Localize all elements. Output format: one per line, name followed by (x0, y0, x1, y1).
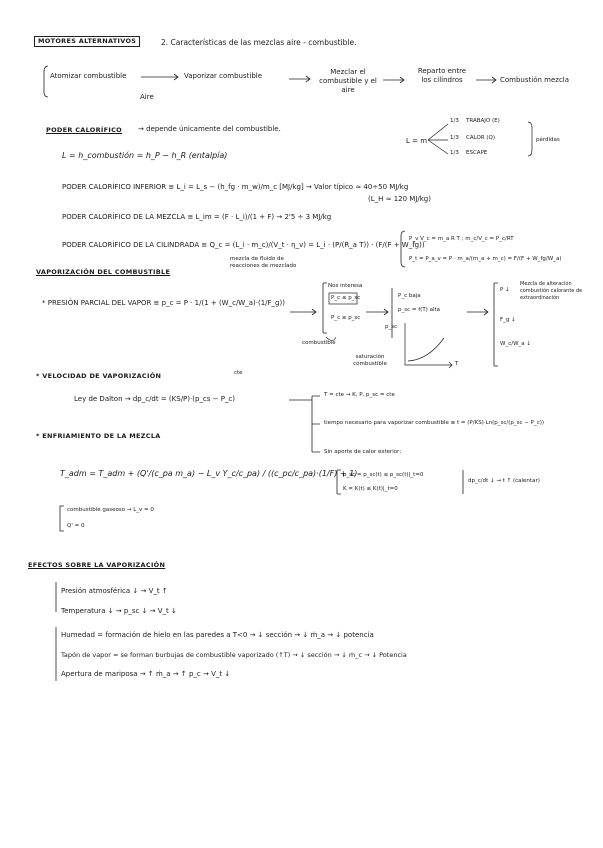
poder-cilindrada: PODER CALORÍFICO DE LA CILINDRADA ≡ Q_c = (L_i · m_c)/(V_t · η_v) = L_i · (P/(R_a T)) · (F/(F + W_fg)) (62, 241, 425, 249)
graph-psc-label: p_sc (385, 324, 398, 330)
poder-eq1: L = h_combustión = h_P − h_R (entalpía) (62, 151, 228, 160)
vapor-effect-1: P ↓ (500, 287, 510, 293)
vapor-effect-1b: Mezcla de alteración combustión calorante de extraordinación (520, 281, 583, 301)
graph-t-label: T (455, 361, 459, 367)
vapor-branch-1: P_c baja (398, 293, 421, 299)
vapor-effect-3: W_c/W_a ↓ (500, 341, 531, 347)
efecto-mariposa: Apertura de mariposa → ↑ ṁ_a → ↑ p_c → V_t ↓ (61, 670, 231, 678)
poder-heading: PODER CALORÍFICO (46, 126, 123, 134)
efecto-temperatura: Temperatura ↓ → p_sc ↓ → V_t ↓ (61, 607, 177, 615)
poder-typical-h2: (L_H ≈ 120 MJ/kg) (368, 195, 431, 203)
flow-step-1: Atomizar combustible (50, 72, 127, 80)
poder-mezcla: PODER CALORÍFICO DE LA MEZCLA ≡ L_im = (F · L_i)/(1 + F) → 2'5 ÷ 3 MJ/kg (62, 213, 332, 221)
enfriamiento-note-1: combustible gaseoso → L_v = 0 (67, 507, 154, 513)
flow-step-2: Vaporizar combustible (184, 72, 263, 80)
poder-right-1: P_v V_c = m_a R T ; m_c/V_c = P_c/RT (409, 236, 514, 242)
loss-calor: CALOR (Q) (466, 135, 495, 141)
vapor-heading: VAPORIZACIÓN DEL COMBUSTIBLE (36, 268, 171, 276)
velocidad-law: Ley de Dalton → dp_c/dt = (KS/P)·(p_cs − P_c) (74, 395, 236, 403)
losses-lhs: L = m (406, 137, 428, 145)
velocidad-r1: T = cte → K, P, p_sc = cte (324, 392, 395, 398)
vapor-saturacion: saturación combustible (353, 354, 387, 367)
loss-label: pérdidas (536, 137, 560, 143)
loss-escape: ESCAPE (466, 150, 488, 156)
velocidad-r3: Sin aporte de calor exterior: (324, 449, 402, 455)
loss-trabajo: TRABAJO (E) (466, 118, 500, 124)
efecto-presion: Presión atmosférica ↓ → V_t ↑ (61, 587, 168, 595)
flow-step-5: Combustión mezcla (500, 76, 570, 84)
velocidad-r2: tiempo necesario para vaporizar combustible ≡ t = (P/KS)·Ln(p_sc/(p_sc − P_c)) (324, 420, 545, 426)
vapor-presion: * PRESIÓN PARCIAL DEL VAPOR ≡ p_c = P · 1/(1 + (W_c/W_a)·(1/F_g)) (42, 299, 285, 307)
loss-frac-3: 1/3 (450, 150, 459, 156)
flow-step-3: Mezclar el combustible y el aire (319, 68, 377, 94)
efectos-heading: EFECTOS SOBRE LA VAPORIZACIÓN (28, 561, 166, 569)
velocidad-r6: dp_c/dt ↓ → t ↑ (calentar) (468, 478, 540, 484)
velocidad-cte: cte (234, 370, 243, 376)
loss-frac-1: 1/3 (450, 118, 459, 124)
poder-inferior: PODER CALORÍFICO INFERIOR ≡ L_i = L_s − (h_fg · m_w)/m_c [MJ/kg] → Valor típico ≈ 40÷50 MJ/kg (62, 183, 409, 191)
poder-right-2: P_t = P_a_v = P · m_a/(m_a + m_c) = F/(F + W_fg/W_a) (409, 256, 562, 262)
efecto-humedad: Humedad = formación de hielo en las paredes a T<0 → ↓ sección → ↓ ṁ_a → ↓ potencia (61, 631, 374, 639)
loss-frac-2: 1/3 (450, 135, 459, 141)
vapor-cond-1: Nos interesa (328, 283, 363, 289)
flow-aire: Aire (140, 93, 154, 101)
enfriamiento-note-2: Q' = 0 (67, 523, 85, 529)
flow-step-4: Reparto entre los cilindros (417, 67, 467, 84)
vapor-combustible: combustible (302, 340, 336, 346)
title-box: MOTORES ALTERNATIVOS (34, 36, 140, 47)
vapor-branch-2: p_sc = f(T) alta (398, 307, 440, 313)
vapor-cond-2: P_c ≤ p_sc (331, 295, 361, 301)
poder-desc: → depende únicamente del combustible. (138, 125, 281, 133)
poder-cil-note: mezcla de fluido de reacciones de mezclado (230, 256, 297, 269)
vapor-effect-2: F_g ↓ (500, 317, 516, 323)
velocidad-heading: * VELOCIDAD DE VAPORIZACIÓN (36, 372, 162, 380)
velocidad-r5: K = K(t) ≤ K(t)|_t=0 (343, 486, 398, 492)
velocidad-r4: p_sc = p_sc(t) ≤ p_sc(t)|_t=0 (343, 472, 424, 478)
subtitle: 2. Características de las mezclas aire - combustible. (161, 38, 357, 47)
vapor-cond-3: P_c ≥ p_sc (331, 315, 361, 321)
enfriamiento-eq: T_adm = T_adm + (Q'/(c_pa m_a) − L_v Y_c/c_pa) / ((c_pc/c_pa)·(1/F) + 1) (60, 469, 358, 478)
efecto-tapon: Tapón de vapor = se forman burbujas de combustible vaporizado (↑T) → ↓ sección → ↓ ṁ_c → ↓ Potencia (61, 651, 407, 659)
enfriamiento-heading: * ENFRIAMIENTO DE LA MEZCLA (36, 432, 161, 440)
